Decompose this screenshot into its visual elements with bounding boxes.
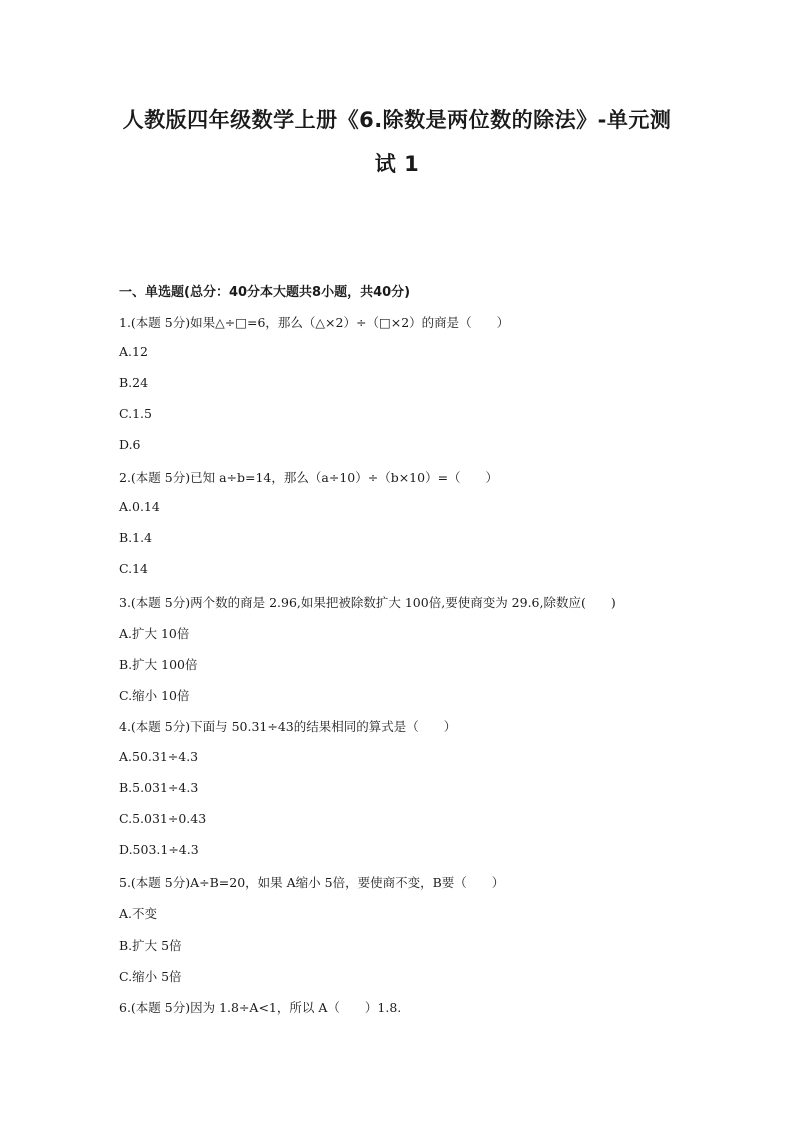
question-3-stem: 3.(本题 5分)两个数的商是 2.96,如果把被除数扩大 100倍,要使商变为 29.6,除数应( ) — [119, 595, 616, 610]
question-1-stem: 1.(本题 5分)如果△÷□=6，那么（△×2）÷（□×2）的商是（ ） — [119, 315, 510, 330]
question-1-option-b: B.24 — [119, 375, 149, 390]
question-4-stem: 4.(本题 5分)下面与 50.31÷43的结果相同的算式是（ ） — [119, 719, 457, 734]
page-title-line-2: 试 1 — [374, 152, 420, 176]
question-2-option-c: C.14 — [119, 561, 148, 576]
question-3-option-a: A.扩大 10倍 — [119, 626, 190, 641]
question-4-option-b: B.5.031÷4.3 — [119, 780, 199, 795]
question-1-option-a: A.12 — [119, 344, 148, 359]
question-2-option-b: B.1.4 — [119, 530, 153, 545]
question-4-option-a: A.50.31÷4.3 — [119, 749, 199, 764]
question-5-option-b: B.扩大 5倍 — [119, 938, 182, 953]
section-header: 一、单选题(总分：40分本大题共8小题，共40分) — [119, 285, 411, 300]
question-6-stem: 6.(本题 5分)因为 1.8÷A<1，所以 A（ ）1.8. — [119, 1000, 402, 1015]
question-3-option-c: C.缩小 10倍 — [119, 688, 190, 703]
question-4-option-d: D.503.1÷4.3 — [119, 842, 199, 857]
page-title-line-1: 人教版四年级数学上册《6.除数是两位数的除法》-单元测 — [122, 108, 672, 132]
question-1-option-d: D.6 — [119, 437, 141, 452]
question-2-option-a: A.0.14 — [119, 499, 160, 514]
question-4-option-c: C.5.031÷0.43 — [119, 811, 207, 826]
question-5-stem: 5.(本题 5分)A÷B=20，如果 A缩小 5倍，要使商不变，B要（ ） — [119, 875, 505, 890]
question-3-option-b: B.扩大 100倍 — [119, 657, 198, 672]
question-5-option-c: C.缩小 5倍 — [119, 969, 182, 984]
question-2-stem: 2.(本题 5分)已知 a÷b=14，那么（a÷10）÷（b×10）=（ ） — [119, 470, 499, 485]
question-5-option-a: A.不变 — [119, 906, 158, 921]
question-1-option-c: C.1.5 — [119, 406, 152, 421]
